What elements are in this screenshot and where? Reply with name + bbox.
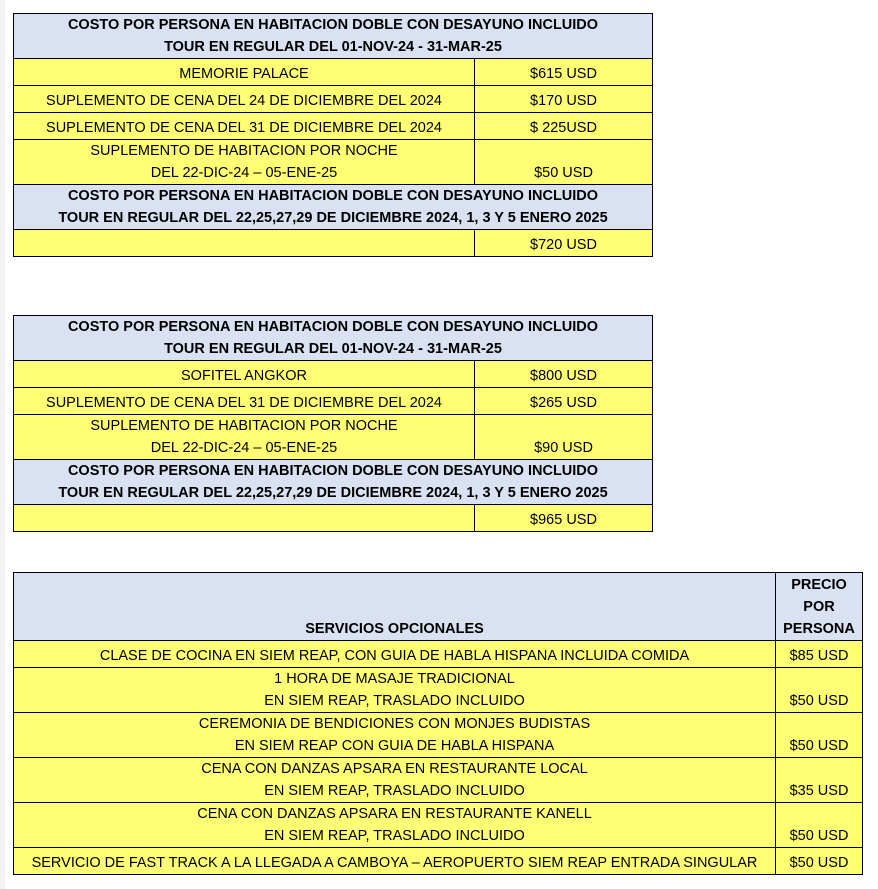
- header-line-1: COSTO POR PERSONA EN HABITACION DOBLE CON DESAYUNO INCLUIDO: [67, 188, 599, 204]
- table-row: [14, 803, 863, 848]
- row-label: SOFITEL ANGKOR: [14, 361, 475, 388]
- row-label-empty: [14, 230, 475, 257]
- row-label: SUPLEMENTO DE CENA DEL 24 DE DICIEMBRE DEL 2024: [14, 86, 475, 113]
- final-price: $965 USD: [475, 505, 653, 532]
- table-row: [14, 86, 653, 113]
- table-header-row: [14, 460, 653, 505]
- table-row: [14, 641, 863, 668]
- header-line-1: COSTO POR PERSONA EN HABITACION DOBLE CON DESAYUNO INCLUIDO: [67, 319, 599, 335]
- service-label: [14, 668, 776, 713]
- service-price: $85 USD: [776, 641, 863, 668]
- table-row: [14, 59, 653, 86]
- table-header-row: [14, 573, 863, 641]
- rate-table-sofitel-angkor: [13, 315, 653, 532]
- header-line-2: TOUR EN REGULAR DEL 01-NOV-24 - 31-MAR-25: [164, 341, 502, 357]
- service-price: $50 USD: [776, 848, 863, 875]
- row-price: $800 USD: [475, 361, 653, 388]
- service-label: SERVICIO DE FAST TRACK A LA LLEGADA A CAMBOYA – AEROPUERTO SIEM REAP ENTRADA SINGULAR: [14, 848, 776, 875]
- row-label: SUPLEMENTO DE CENA DEL 31 DE DICIEMBRE DEL 2024: [14, 113, 475, 140]
- table-row: [14, 668, 863, 713]
- table-header: [14, 316, 653, 361]
- rate-table-memorie-palace: [13, 13, 653, 257]
- table-row: [14, 848, 863, 875]
- row-price: $170 USD: [475, 86, 653, 113]
- service-price: $50 USD: [776, 668, 863, 713]
- table-row: [14, 361, 653, 388]
- row-price: $615 USD: [475, 59, 653, 86]
- header-line-1: COSTO POR PERSONA EN HABITACION DOBLE CON DESAYUNO INCLUIDO: [67, 17, 599, 33]
- service-line-2: EN SIEM REAP, TRASLADO INCLUIDO: [264, 828, 525, 844]
- row-label: MEMORIE PALACE: [14, 59, 475, 86]
- table-row: [14, 758, 863, 803]
- price-header-line-2: POR: [803, 599, 835, 615]
- row-label-empty: [14, 505, 475, 532]
- final-price: $720 USD: [475, 230, 653, 257]
- table-row: [14, 140, 653, 185]
- service-label: [14, 713, 776, 758]
- service-line-2: EN SIEM REAP, TRASLADO INCLUIDO: [264, 783, 525, 799]
- price-per-person-header: [776, 573, 863, 641]
- header-line-2: TOUR EN REGULAR DEL 01-NOV-24 - 31-MAR-25: [164, 39, 502, 55]
- header-line-1: COSTO POR PERSONA EN HABITACION DOBLE CON DESAYUNO INCLUIDO: [67, 463, 599, 479]
- service-price: $35 USD: [776, 758, 863, 803]
- row-label: SUPLEMENTO DE CENA DEL 31 DE DICIEMBRE DEL 2024: [14, 388, 475, 415]
- room-supplement-label: [14, 415, 475, 460]
- services-header: SERVICIOS OPCIONALES: [14, 573, 776, 641]
- room-supplement-line-2: DEL 22-DIC-24 – 05-ENE-25: [150, 165, 338, 181]
- header-line-2: TOUR EN REGULAR DEL 22,25,27,29 DE DICIEMBRE 2024, 1, 3 Y 5 ENERO 2025: [58, 485, 608, 501]
- row-price: $265 USD: [475, 388, 653, 415]
- room-supplement-price: $50 USD: [475, 140, 653, 185]
- left-edge: [0, 0, 5, 889]
- service-price: $50 USD: [776, 803, 863, 848]
- table-row: [14, 230, 653, 257]
- service-line-2: EN SIEM REAP CON GUIA DE HABLA HISPANA: [234, 738, 555, 754]
- table-row: [14, 113, 653, 140]
- row-price: $ 225USD: [475, 113, 653, 140]
- service-label: [14, 758, 776, 803]
- table-header: [14, 14, 653, 59]
- price-header-line-3: PERSONA: [783, 621, 855, 637]
- optional-services-table: [13, 572, 863, 875]
- header-line-2: TOUR EN REGULAR DEL 22,25,27,29 DE DICIEMBRE 2024, 1, 3 Y 5 ENERO 2025: [58, 210, 608, 226]
- table-header: [14, 460, 653, 505]
- price-header-line-1: PRECIO: [791, 577, 847, 593]
- table-row: [14, 713, 863, 758]
- service-line-1: 1 HORA DE MASAJE TRADICIONAL: [274, 671, 515, 687]
- table-row: [14, 388, 653, 415]
- service-label: [14, 803, 776, 848]
- service-line-1: CENA CON DANZAS APSARA EN RESTAURANTE KANELL: [197, 806, 592, 822]
- table-row: [14, 415, 653, 460]
- room-supplement-line-1: SUPLEMENTO DE HABITACION POR NOCHE: [90, 418, 398, 434]
- room-supplement-price: $90 USD: [475, 415, 653, 460]
- room-supplement-label: [14, 140, 475, 185]
- service-price: $50 USD: [776, 713, 863, 758]
- table-header-row: [14, 14, 653, 59]
- table-header-row: [14, 185, 653, 230]
- room-supplement-line-1: SUPLEMENTO DE HABITACION POR NOCHE: [90, 143, 398, 159]
- room-supplement-line-2: DEL 22-DIC-24 – 05-ENE-25: [150, 440, 338, 456]
- table-header-row: [14, 316, 653, 361]
- service-label: CLASE DE COCINA EN SIEM REAP, CON GUIA DE HABLA HISPANA INCLUIDA COMIDA: [14, 641, 776, 668]
- service-line-1: CENA CON DANZAS APSARA EN RESTAURANTE LOCAL: [201, 761, 588, 777]
- table-header: [14, 185, 653, 230]
- service-line-1: CEREMONIA DE BENDICIONES CON MONJES BUDISTAS: [198, 716, 591, 732]
- table-row: [14, 505, 653, 532]
- service-line-2: EN SIEM REAP, TRASLADO INCLUIDO: [264, 693, 525, 709]
